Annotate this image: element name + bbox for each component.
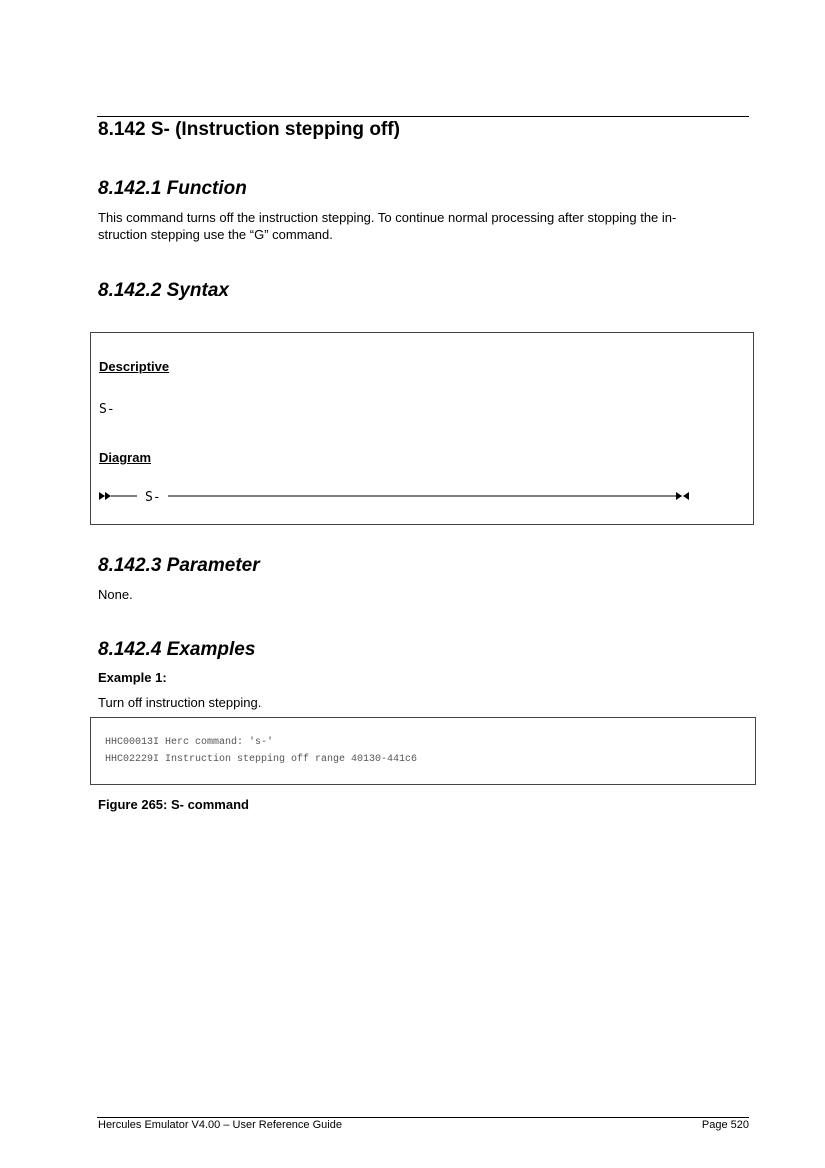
function-text-line-2: struction stepping use the “G” command. <box>98 227 333 242</box>
footer-rule <box>97 1117 749 1118</box>
figure-caption: Figure 265: S- command <box>98 797 249 812</box>
page-number: Page 520 <box>701 1119 749 1131</box>
syntax-box <box>90 332 754 525</box>
diagram-start-arrow-2 <box>105 492 111 500</box>
diagram-end-arrow-1 <box>676 492 682 500</box>
code-box <box>90 717 756 785</box>
top-rule <box>97 116 749 117</box>
diagram-label: Diagram <box>99 450 152 465</box>
section-title: 8.142 S- (Instruction stepping off) <box>98 119 400 140</box>
syntax-heading: 8.142.2 Syntax <box>98 280 229 301</box>
descriptive-label: Descriptive <box>99 359 170 374</box>
diagram-start-arrow-1 <box>99 492 105 500</box>
parameter-text: None. <box>98 587 133 602</box>
function-text-line-1: This command turns off the instruction stepping. To continue normal processing after stopping the in- <box>98 210 677 225</box>
parameter-heading: 8.142.3 Parameter <box>98 555 260 576</box>
descriptive-value: S- <box>99 402 115 417</box>
footer-title: Hercules Emulator V4.00 – User Reference Guide <box>98 1119 342 1131</box>
diagram-end-arrow-2 <box>683 492 689 500</box>
code-line: HHC00013I Herc command: 's-' <box>105 737 274 748</box>
code-line: HHC02229I Instruction stepping off range 40130-441c6 <box>105 754 418 765</box>
diagram-command: S- <box>145 490 161 503</box>
syntax-diagram <box>99 489 699 503</box>
example-1-label: Example 1: <box>98 670 167 685</box>
examples-heading: 8.142.4 Examples <box>98 639 256 660</box>
function-heading: 8.142.1 Function <box>98 178 247 199</box>
example-1-text: Turn off instruction stepping. <box>98 695 262 710</box>
